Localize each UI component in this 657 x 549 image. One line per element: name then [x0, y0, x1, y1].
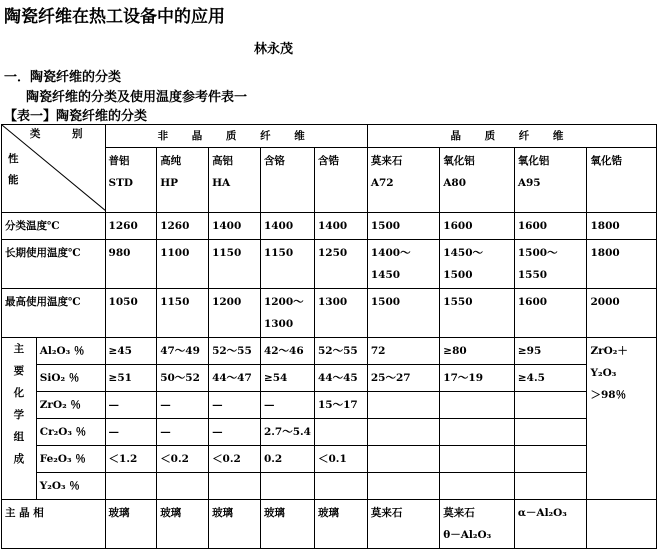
- value-cell: [105, 289, 157, 338]
- value-cell: [314, 213, 367, 240]
- fiber-type-cell: [314, 148, 367, 213]
- value-cell: [105, 473, 157, 500]
- composition-row: [2, 446, 657, 473]
- cell-line: 成: [13, 453, 25, 465]
- value-cell: ≥80: [440, 338, 515, 365]
- value-cell: [367, 289, 439, 338]
- cell-line: 1050: [108, 296, 138, 308]
- cell-line: 1500～: [517, 247, 558, 259]
- value-cell: [514, 446, 587, 473]
- cell-line: 氧化铝: [443, 155, 475, 167]
- cell-line: 化: [13, 387, 25, 399]
- cell-line: 2000: [590, 296, 620, 308]
- cell-line: 980: [108, 247, 131, 259]
- value-cell: ≥54: [260, 365, 314, 392]
- cell-line: ＞98％: [590, 389, 627, 401]
- fiber-type-cell: [440, 148, 515, 213]
- cell-line: 玻璃: [263, 507, 285, 519]
- cell-line: 1200～: [263, 296, 304, 308]
- value-cell: 25～27: [367, 365, 439, 392]
- cell-line: 氧化铝: [517, 155, 550, 167]
- value-cell: 44～47: [209, 365, 261, 392]
- value-cell: [587, 289, 657, 338]
- value-cell: [440, 213, 515, 240]
- group-header-crystal: 晶 质 纤 维: [367, 125, 656, 148]
- cell-line: 1260: [160, 220, 190, 232]
- cell-line: 氧化锆: [590, 155, 622, 167]
- zirconia-composition-note: [587, 338, 657, 500]
- value-cell: [260, 500, 314, 549]
- composition-row: [2, 365, 657, 392]
- cell-line: 玻璃: [317, 507, 339, 519]
- value-cell: [314, 473, 367, 500]
- cell-line: A95: [517, 177, 541, 189]
- chemical-label: Cr₂O₃ ％: [36, 419, 105, 446]
- cell-line: 高铝: [212, 155, 234, 167]
- value-cell: 44～45: [314, 365, 367, 392]
- cell-line: 玻璃: [160, 507, 182, 519]
- value-cell: [587, 213, 657, 240]
- value-cell: [514, 473, 587, 500]
- row-label: 长期使用温度℃: [2, 240, 106, 289]
- composition-label: [2, 338, 37, 500]
- cell-line: 1300: [263, 318, 294, 330]
- value-cell: [440, 500, 515, 549]
- value-cell: [440, 240, 515, 289]
- value-cell: 2.7～5.4: [260, 419, 314, 446]
- value-cell: 15～17: [314, 392, 367, 419]
- value-cell: [367, 500, 439, 549]
- cell-line: 含锆: [317, 155, 339, 167]
- value-cell: 52～55: [314, 338, 367, 365]
- value-cell: 52～55: [209, 338, 261, 365]
- cell-line: STD: [108, 177, 134, 189]
- value-cell: [514, 213, 587, 240]
- value-cell: [209, 500, 261, 549]
- fiber-type-cell: [514, 148, 587, 213]
- value-cell: 0.2: [260, 446, 314, 473]
- value-cell: ≥95: [514, 338, 587, 365]
- value-cell: [314, 500, 367, 549]
- cell-line: 莫来石: [370, 507, 403, 519]
- value-cell: [157, 240, 209, 289]
- value-cell: ≥51: [105, 365, 157, 392]
- fiber-classification-table: [1, 124, 657, 549]
- value-cell: [367, 392, 439, 419]
- value-cell: —: [105, 419, 157, 446]
- crystal-phase-row: [2, 500, 657, 549]
- value-cell: [260, 289, 314, 338]
- cell-line: 1800: [590, 247, 620, 259]
- cell-line: A72: [370, 177, 394, 189]
- fiber-type-cell: [260, 148, 314, 213]
- value-cell: [367, 240, 439, 289]
- value-cell: [157, 500, 209, 549]
- value-cell: [440, 473, 515, 500]
- corner-property-label: [8, 149, 20, 191]
- composition-row: [2, 338, 657, 365]
- cell-line: 1550: [517, 269, 548, 281]
- value-cell: [314, 240, 367, 289]
- cell-line: 莫来石: [443, 507, 475, 519]
- corner-char: 性: [8, 153, 19, 165]
- value-cell: [367, 473, 439, 500]
- cell-line: 组: [13, 431, 25, 443]
- value-cell: 47～49: [157, 338, 209, 365]
- value-cell: ＜1.2: [105, 446, 157, 473]
- value-cell: [209, 473, 261, 500]
- value-cell: [587, 500, 657, 549]
- value-cell: [367, 419, 439, 446]
- value-cell: ≥4.5: [514, 365, 587, 392]
- fiber-type-cell: [587, 148, 657, 213]
- cell-line: 1400: [317, 220, 348, 232]
- fiber-type-cell: [367, 148, 439, 213]
- value-cell: [514, 500, 587, 549]
- cell-line: 1200: [212, 296, 242, 308]
- cell-line: 1450～: [443, 247, 484, 259]
- cell-line: 1150: [212, 247, 242, 259]
- value-cell: ＜0.1: [314, 446, 367, 473]
- value-cell: 42～46: [260, 338, 314, 365]
- value-cell: [105, 240, 157, 289]
- row-label: 最高使用温度℃: [2, 289, 106, 338]
- cell-line: 1150: [160, 296, 190, 308]
- cell-line: 1550: [443, 296, 473, 308]
- cell-line: 高纯: [160, 155, 182, 167]
- value-cell: [440, 446, 515, 473]
- section-heading: 一．陶瓷纤维的分类: [4, 70, 122, 85]
- cell-line: 1600: [443, 220, 473, 232]
- composition-row: [2, 392, 657, 419]
- cell-line: 1500: [370, 296, 401, 308]
- value-cell: [514, 240, 587, 289]
- cell-line: 1400: [212, 220, 242, 232]
- cell-line: 1400～: [370, 247, 411, 259]
- value-cell: ＜0.2: [157, 446, 209, 473]
- value-cell: [440, 289, 515, 338]
- corner-cell: [2, 125, 106, 213]
- row-label: 分类温度℃: [2, 213, 106, 240]
- cell-line: 1250: [317, 247, 348, 259]
- value-cell: —: [105, 392, 157, 419]
- cell-line: 1450: [370, 269, 401, 281]
- value-cell: [260, 240, 314, 289]
- cell-line: 1600: [517, 220, 548, 232]
- temperature-row: [2, 289, 657, 338]
- value-cell: —: [209, 419, 261, 446]
- fiber-type-cell: [105, 148, 157, 213]
- value-cell: [157, 213, 209, 240]
- value-cell: 17～19: [440, 365, 515, 392]
- value-cell: [157, 473, 209, 500]
- temperature-row: [2, 213, 657, 240]
- subsection-heading: 陶瓷纤维的分类及使用温度参考件表一: [26, 90, 248, 105]
- cell-line: 1500: [443, 269, 473, 281]
- value-cell: [209, 213, 261, 240]
- cell-line: 1260: [108, 220, 138, 232]
- author: 林永茂: [254, 42, 294, 57]
- composition-row: [2, 419, 657, 446]
- cell-line: HA: [212, 177, 231, 189]
- value-cell: [514, 419, 587, 446]
- chemical-label: SiO₂ ％: [36, 365, 105, 392]
- value-cell: [514, 392, 587, 419]
- cell-line: 要: [13, 365, 25, 377]
- cell-line: 学: [13, 409, 25, 421]
- cell-line: 1800: [590, 220, 620, 232]
- value-cell: —: [260, 392, 314, 419]
- corner-category-label: 类 别: [29, 128, 97, 140]
- composition-row: [2, 473, 657, 500]
- value-cell: [105, 213, 157, 240]
- value-cell: [440, 392, 515, 419]
- value-cell: 50～52: [157, 365, 209, 392]
- cell-line: 1100: [160, 247, 190, 259]
- header-group-row: [2, 125, 657, 148]
- value-cell: ≥45: [105, 338, 157, 365]
- table-caption: 【表一】陶瓷纤维的分类: [4, 109, 148, 124]
- cell-line: 1150: [263, 247, 294, 259]
- value-cell: [587, 240, 657, 289]
- corner-char: 能: [8, 174, 19, 186]
- cell-line: Y₂O₃: [590, 367, 617, 379]
- cell-line: 主: [13, 343, 25, 355]
- fiber-type-cell: [157, 148, 209, 213]
- chemical-label: Fe₂O₃ ％: [36, 446, 105, 473]
- value-cell: [514, 289, 587, 338]
- cell-line: HP: [160, 177, 179, 189]
- cell-line: 普铝: [108, 155, 130, 167]
- value-cell: [314, 289, 367, 338]
- value-cell: [209, 240, 261, 289]
- cell-line: 1400: [263, 220, 294, 232]
- temperature-row: [2, 240, 657, 289]
- cell-line: 玻璃: [108, 507, 130, 519]
- cell-line: 1500: [370, 220, 401, 232]
- value-cell: [440, 419, 515, 446]
- page-title: 陶瓷纤维在热工设备中的应用: [4, 7, 225, 27]
- value-cell: 72: [367, 338, 439, 365]
- chemical-label: Y₂O₃ ％: [36, 473, 105, 500]
- cell-line: ZrO₂＋: [590, 345, 628, 357]
- group-header-non-crystal: 非 晶 质 纤 维: [105, 125, 367, 148]
- cell-line: θ－Al₂O₃: [443, 529, 492, 541]
- cell-line: 玻璃: [212, 507, 234, 519]
- cell-line: A80: [443, 177, 467, 189]
- value-cell: —: [209, 392, 261, 419]
- cell-line: 1300: [317, 296, 348, 308]
- cell-line: 含铬: [263, 155, 285, 167]
- fiber-type-cell: [209, 148, 261, 213]
- value-cell: [367, 213, 439, 240]
- value-cell: [209, 289, 261, 338]
- value-cell: [260, 213, 314, 240]
- value-cell: [157, 289, 209, 338]
- value-cell: [314, 419, 367, 446]
- value-cell: ＜0.2: [209, 446, 261, 473]
- cell-line: α－Al₂O₃: [517, 507, 567, 519]
- row-label: 主 晶 相: [2, 500, 106, 549]
- cell-line: 莫来石: [370, 155, 403, 167]
- chemical-label: Al₂O₃ ％: [36, 338, 105, 365]
- value-cell: [367, 446, 439, 473]
- value-cell: [105, 500, 157, 549]
- value-cell: —: [157, 392, 209, 419]
- value-cell: [260, 473, 314, 500]
- cell-line: 1600: [517, 296, 548, 308]
- value-cell: —: [157, 419, 209, 446]
- chemical-label: ZrO₂ ％: [36, 392, 105, 419]
